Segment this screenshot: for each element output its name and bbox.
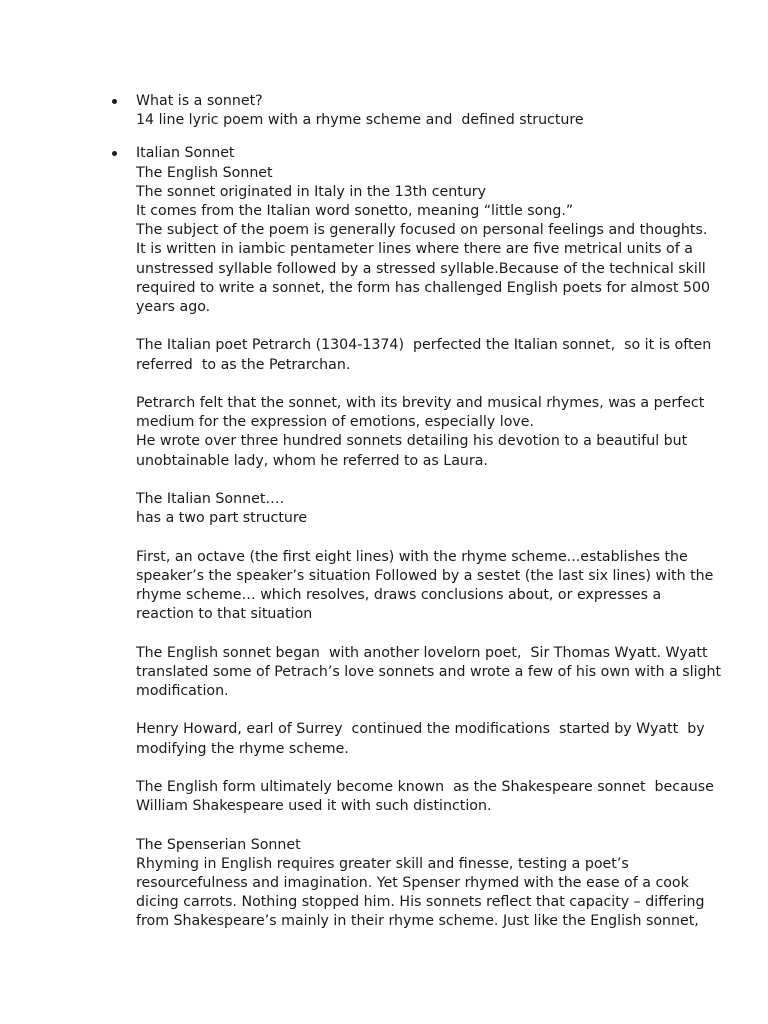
paragraph-gap <box>136 624 718 643</box>
paragraph-wyatt-line: The English sonnet began with another lovelorn poet, Sir Thomas Wyatt. Wyatt <box>136 644 708 661</box>
paragraph-octave-line: speaker’s the speaker’s situation Followed by a sestet (the last six lines) with the <box>136 567 714 584</box>
bullet-list <box>0 92 768 932</box>
subheading-line: The English Sonnet <box>136 164 273 181</box>
text-line: required to write a sonnet, the form has challenged English poets for almost 500 <box>136 279 711 296</box>
paragraph-surrey-line: Henry Howard, earl of Surrey continued the modifications started by Wyatt by <box>136 721 705 738</box>
paragraph-structure-line: has a two part structure <box>136 510 308 527</box>
paragraph-gap <box>136 375 718 394</box>
text-line: unstressed syllable followed by a stressed syllable.Because of the technical skill <box>136 260 706 277</box>
paragraph-spenserian-line: dicing carrots. Nothing stopped him. His sonnets reflect that capacity – differing <box>136 894 705 911</box>
paragraph-octave-line: reaction to that situation <box>136 606 313 623</box>
paragraph-laura-line: unobtainable lady, whom he referred to as Laura. <box>136 452 488 469</box>
paragraph-wyatt-line: modification. <box>136 683 229 700</box>
paragraph-spenserian-line: Rhyming in English requires greater skill and finesse, testing a poet’s <box>136 855 629 872</box>
paragraph-petrarch-line: The Italian poet Petrarch (1304-1374) perfected the Italian sonnet, so it is often <box>136 337 712 354</box>
text-line: The sonnet originated in Italy in the 13th century <box>136 183 487 200</box>
paragraph-gap <box>136 701 718 720</box>
paragraph-shakespeare-line: The English form ultimately become known as the Shakespeare sonnet because <box>136 779 714 795</box>
paragraph-gap <box>136 471 718 490</box>
paragraph-laura-line: Petrarch felt that the sonnet, with its brevity and musical rhymes, was a perfect <box>136 395 705 412</box>
text-line: It is written in iambic pentameter lines where there are five metrical units of a <box>136 241 693 258</box>
paragraph-structure-line: The Italian Sonnet…. <box>136 491 285 508</box>
paragraph-gap <box>136 528 718 547</box>
paragraph-octave-line: rhyme scheme… which resolves, draws conclusions about, or expresses a <box>136 587 662 604</box>
paragraph-spenserian-line: from Shakespeare’s mainly in their rhyme scheme. Just like the English sonnet, <box>136 913 699 930</box>
paragraph-petrarch-line: referred to as the Petrarchan. <box>136 356 351 373</box>
paragraph-octave-line: First, an octave (the first eight lines) with the rhyme scheme...establishes the <box>136 548 688 565</box>
paragraph-gap <box>136 816 718 835</box>
paragraph-gap <box>136 759 718 778</box>
paragraph-shakespeare-line: William Shakespeare used it with such distinction. <box>136 798 492 815</box>
paragraph-spenserian-line: The Spenserian Sonnet <box>136 836 301 853</box>
paragraph-surrey-line: modifying the rhyme scheme. <box>136 740 349 757</box>
text-line: years ago. <box>136 299 211 316</box>
text-line: It comes from the Italian word sonetto, meaning “little song.” <box>136 203 574 220</box>
bullet-dot-icon <box>112 99 117 104</box>
heading-line: Italian Sonnet <box>136 145 235 162</box>
paragraph-laura-line: He wrote over three hundred sonnets detailing his devotion to a beautiful but <box>136 433 688 450</box>
bullet-dot-icon <box>112 151 117 156</box>
definition-line: 14 line lyric poem with a rhyme scheme and defined structure <box>136 112 584 129</box>
question-line: What is a sonnet? <box>136 93 263 109</box>
text-line: The subject of the poem is generally focused on personal feelings and thoughts. <box>136 222 708 239</box>
paragraph-laura-line: medium for the expression of emotions, especially love. <box>136 414 535 431</box>
paragraph-gap <box>136 317 718 336</box>
bullet-item-what-is-sonnet <box>0 92 768 130</box>
paragraph-spenserian-line: resourcefulness and imagination. Yet Spenser rhymed with the ease of a cook <box>136 875 689 891</box>
bullet-item-italian-sonnet <box>0 144 768 931</box>
paragraph-wyatt-line: translated some of Petrach’s love sonnets and wrote a few of his own with a slight <box>136 663 722 680</box>
